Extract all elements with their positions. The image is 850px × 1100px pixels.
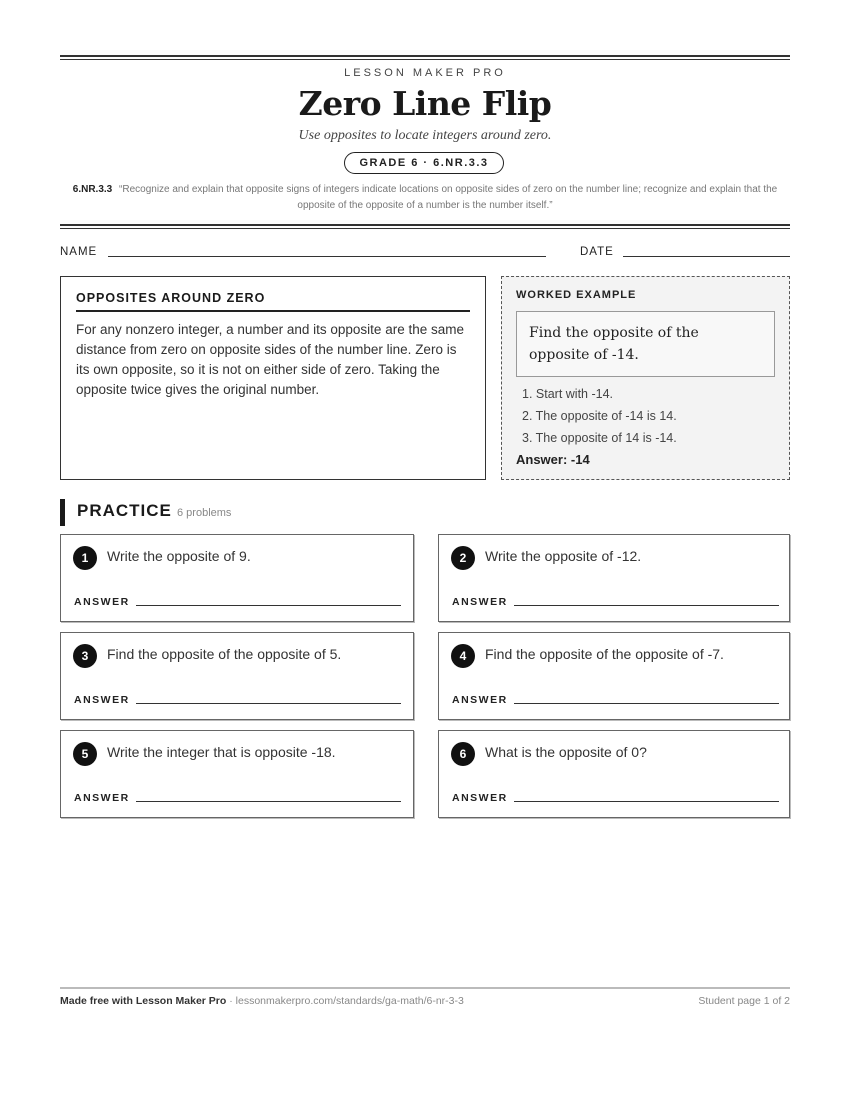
standard-text: “Recognize and explain that opposite signs of integers indicate locations on opposite sides of zero on the number line; recognize and explain that the opposite of the opposite of a number is the number itself.”: [119, 184, 778, 211]
date-label: DATE: [580, 246, 614, 258]
problem-question: Write the opposite of -12.: [485, 548, 642, 564]
brand-name: LESSON MAKER PRO: [344, 67, 506, 79]
footer-page-info: Student page 1 of 2: [698, 995, 790, 1007]
worked-example-problem: Find the opposite of the opposite of -14.: [516, 311, 775, 377]
name-label: NAME: [60, 246, 98, 258]
answer-label: ANSWER: [74, 694, 130, 706]
answer-label: ANSWER: [452, 792, 508, 804]
footer-made-with: Made free with Lesson Maker Pro: [60, 995, 227, 1007]
problem-number-badge: 1: [73, 546, 97, 570]
answer-label: ANSWER: [74, 792, 130, 804]
problem-card-4: [438, 632, 790, 720]
footer-credit: [60, 995, 464, 1007]
problem-card-1: [60, 534, 414, 622]
problem-card-6: [438, 730, 790, 818]
answer-label: ANSWER: [452, 694, 508, 706]
standard-statement: [60, 182, 790, 214]
worked-example-answer: [516, 452, 775, 467]
footer-rule: [60, 987, 790, 989]
header-top-rule: [60, 55, 790, 57]
problem-question: What is the opposite of 0?: [485, 744, 647, 760]
problem-number-badge: 2: [451, 546, 475, 570]
page-title: Zero Line Flip: [298, 84, 552, 123]
header-bottom-rule: [60, 224, 790, 226]
practice-accent-bar: [60, 499, 65, 526]
answer-field[interactable]: [514, 605, 779, 606]
problem-question: Find the opposite of the opposite of -7.: [485, 646, 724, 662]
problem-number-badge: 4: [451, 644, 475, 668]
worked-example-title: WORKED EXAMPLE: [516, 289, 637, 301]
answer-field[interactable]: [514, 801, 779, 802]
concept-title: OPPOSITES AROUND ZERO: [76, 291, 470, 312]
answer-field[interactable]: [136, 801, 401, 802]
worked-example-box: [501, 276, 790, 480]
worked-example-answer-label: Answer:: [516, 452, 568, 467]
worked-example-answer-value: -14: [570, 452, 590, 467]
worked-example-step: 2. The opposite of -14 is 14.: [522, 409, 677, 423]
problem-card-3: [60, 632, 414, 720]
problem-number-badge: 5: [73, 742, 97, 766]
name-field[interactable]: [108, 256, 546, 257]
answer-field[interactable]: [136, 703, 401, 704]
date-field[interactable]: [623, 256, 790, 257]
answer-field[interactable]: [136, 605, 401, 606]
problem-card-2: [438, 534, 790, 622]
grade-badge: GRADE 6 · 6.NR.3.3: [344, 152, 504, 174]
worked-example-steps: [516, 383, 775, 449]
concept-body: For any nonzero integer, a number and its opposite are the same distance from zero on opposite sides of the number line. Zero is its own opposite, so it is not on either side of zero. Taking the opposite twice gives the original number.: [76, 322, 464, 397]
problem-question: Write the integer that is opposite -18.: [107, 744, 336, 760]
problem-number-badge: 3: [73, 644, 97, 668]
problem-card-5: [60, 730, 414, 818]
answer-field[interactable]: [514, 703, 779, 704]
concept-box: [60, 276, 486, 480]
problem-question: Find the opposite of the opposite of 5.: [107, 646, 342, 662]
practice-count: 6 problems: [177, 507, 232, 519]
problem-question: Write the opposite of 9.: [107, 548, 251, 564]
worked-example-step: 3. The opposite of 14 is -14.: [522, 431, 677, 445]
footer-separator: ·: [226, 995, 236, 1007]
page-subtitle: Use opposites to locate integers around zero.: [298, 128, 552, 143]
answer-label: ANSWER: [452, 596, 508, 608]
worked-example-step: 1. Start with -14.: [522, 387, 614, 401]
standard-code: 6.NR.3.3: [72, 184, 113, 195]
problem-number-badge: 6: [451, 742, 475, 766]
footer-url[interactable]: lessonmakerpro.com/standards/ga-math/6-nr-3-3: [235, 995, 464, 1007]
practice-title: PRACTICE: [77, 501, 172, 520]
answer-label: ANSWER: [74, 596, 130, 608]
